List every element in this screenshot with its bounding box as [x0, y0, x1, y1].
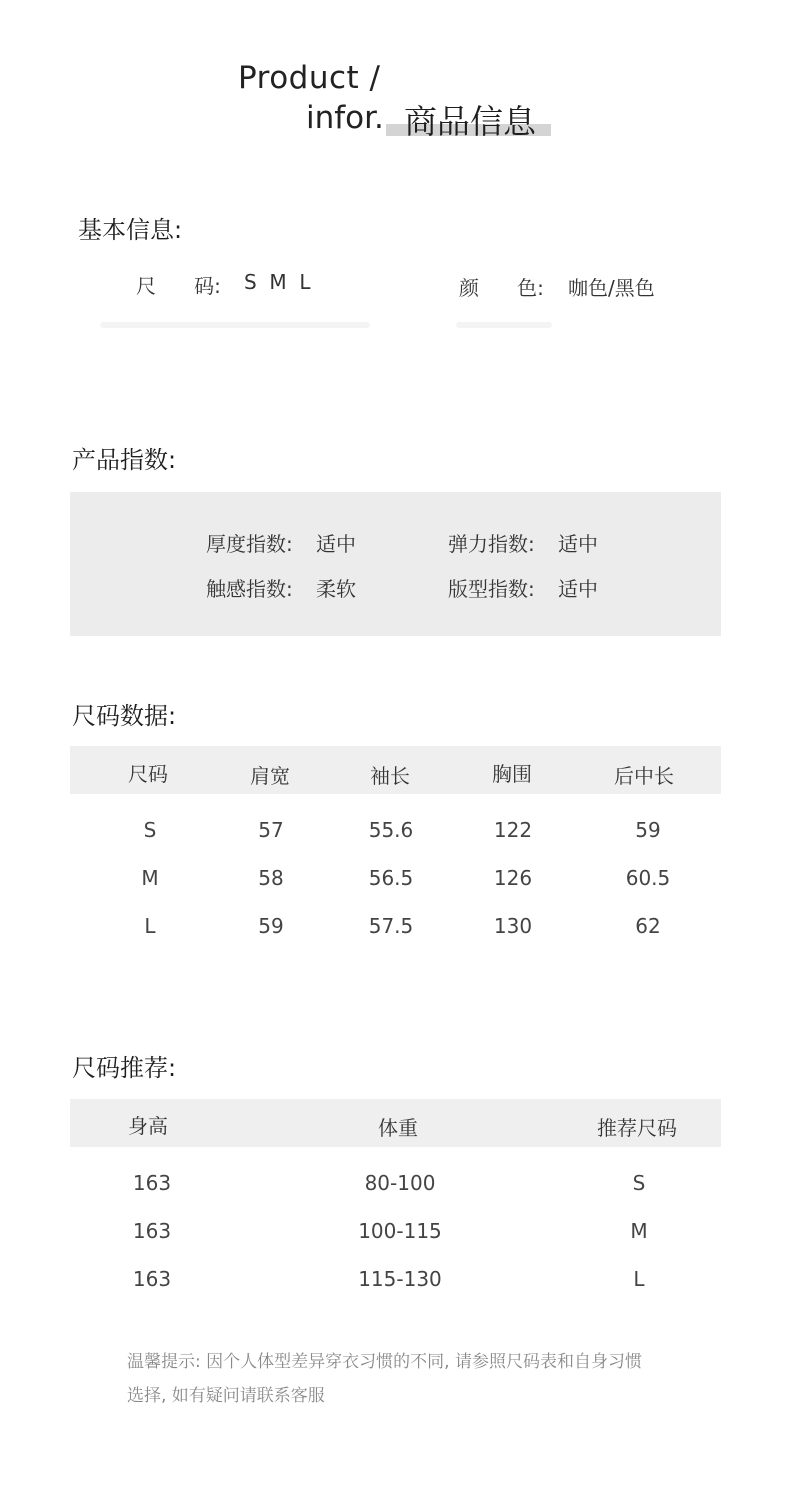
- thickness-index-value: 适中: [316, 532, 356, 556]
- tip-note-line2: 选择, 如有疑问请联系客服: [127, 1386, 325, 1406]
- size-data-col-size: 尺码: [128, 762, 168, 786]
- product-index-panel: [70, 492, 721, 636]
- size-label: 尺 码:: [136, 274, 221, 298]
- table-cell: M: [141, 866, 159, 890]
- size-data-col-length: 后中长: [614, 764, 674, 788]
- table-cell: 62: [635, 914, 661, 938]
- color-label: 颜 色:: [459, 276, 544, 300]
- elasticity-index-value: 适中: [558, 532, 598, 556]
- table-cell: 59: [258, 914, 284, 938]
- table-cell: 56.5: [368, 866, 414, 890]
- table-cell: 59: [635, 818, 661, 842]
- basic-info-heading: 基本信息:: [78, 216, 183, 244]
- table-cell: 163: [132, 1171, 172, 1195]
- table-cell: 55.6: [368, 818, 414, 842]
- fit-index-label: 版型指数:: [448, 577, 535, 601]
- table-cell: 100-115: [358, 1219, 442, 1243]
- table-cell: L: [144, 914, 156, 938]
- touch-index-value: 柔软: [316, 577, 356, 601]
- touch-index-label: 触感指数:: [206, 577, 293, 601]
- table-cell: 122: [493, 818, 533, 842]
- table-cell: S: [632, 1171, 646, 1195]
- size-data-col-chest: 胸围: [492, 762, 532, 786]
- table-cell: 80-100: [364, 1171, 436, 1195]
- faded-text-line: [456, 322, 552, 328]
- color-value: 咖色/黑色: [568, 276, 655, 300]
- size-data-heading: 尺码数据:: [72, 702, 177, 730]
- table-cell: 163: [132, 1219, 172, 1243]
- size-recommend-col-height: 身高: [128, 1114, 168, 1138]
- title-chinese: 商品信息: [404, 102, 536, 141]
- product-index-heading: 产品指数:: [72, 446, 177, 474]
- tip-note-line1: 温馨提示: 因个人体型差异穿衣习惯的不同, 请参照尺码表和自身习惯: [127, 1352, 642, 1372]
- size-recommend-col-weight: 体重: [378, 1116, 418, 1140]
- table-cell: M: [630, 1219, 648, 1243]
- elasticity-index-label: 弹力指数:: [448, 532, 535, 556]
- table-cell: 57: [258, 818, 284, 842]
- table-cell: 60.5: [625, 866, 671, 890]
- table-cell: 130: [493, 914, 533, 938]
- title-english-line2: infor.: [306, 100, 384, 136]
- table-cell: S: [143, 818, 157, 842]
- table-cell: 58: [258, 866, 284, 890]
- title-english-line1: Product /: [238, 60, 381, 96]
- size-recommend-heading: 尺码推荐:: [72, 1054, 177, 1082]
- tip-note: [127, 1345, 707, 1413]
- fit-index-value: 适中: [558, 577, 598, 601]
- table-cell: 115-130: [358, 1267, 442, 1291]
- faded-text-line: [100, 322, 370, 328]
- size-value: S M L: [244, 270, 311, 294]
- size-data-col-shoulder: 肩宽: [250, 764, 290, 788]
- table-cell: 126: [493, 866, 533, 890]
- table-cell: 57.5: [368, 914, 414, 938]
- thickness-index-label: 厚度指数:: [206, 532, 293, 556]
- table-cell: 163: [132, 1267, 172, 1291]
- size-data-col-sleeve: 袖长: [370, 764, 410, 788]
- table-cell: L: [633, 1267, 645, 1291]
- size-recommend-col-size: 推荐尺码: [597, 1116, 677, 1140]
